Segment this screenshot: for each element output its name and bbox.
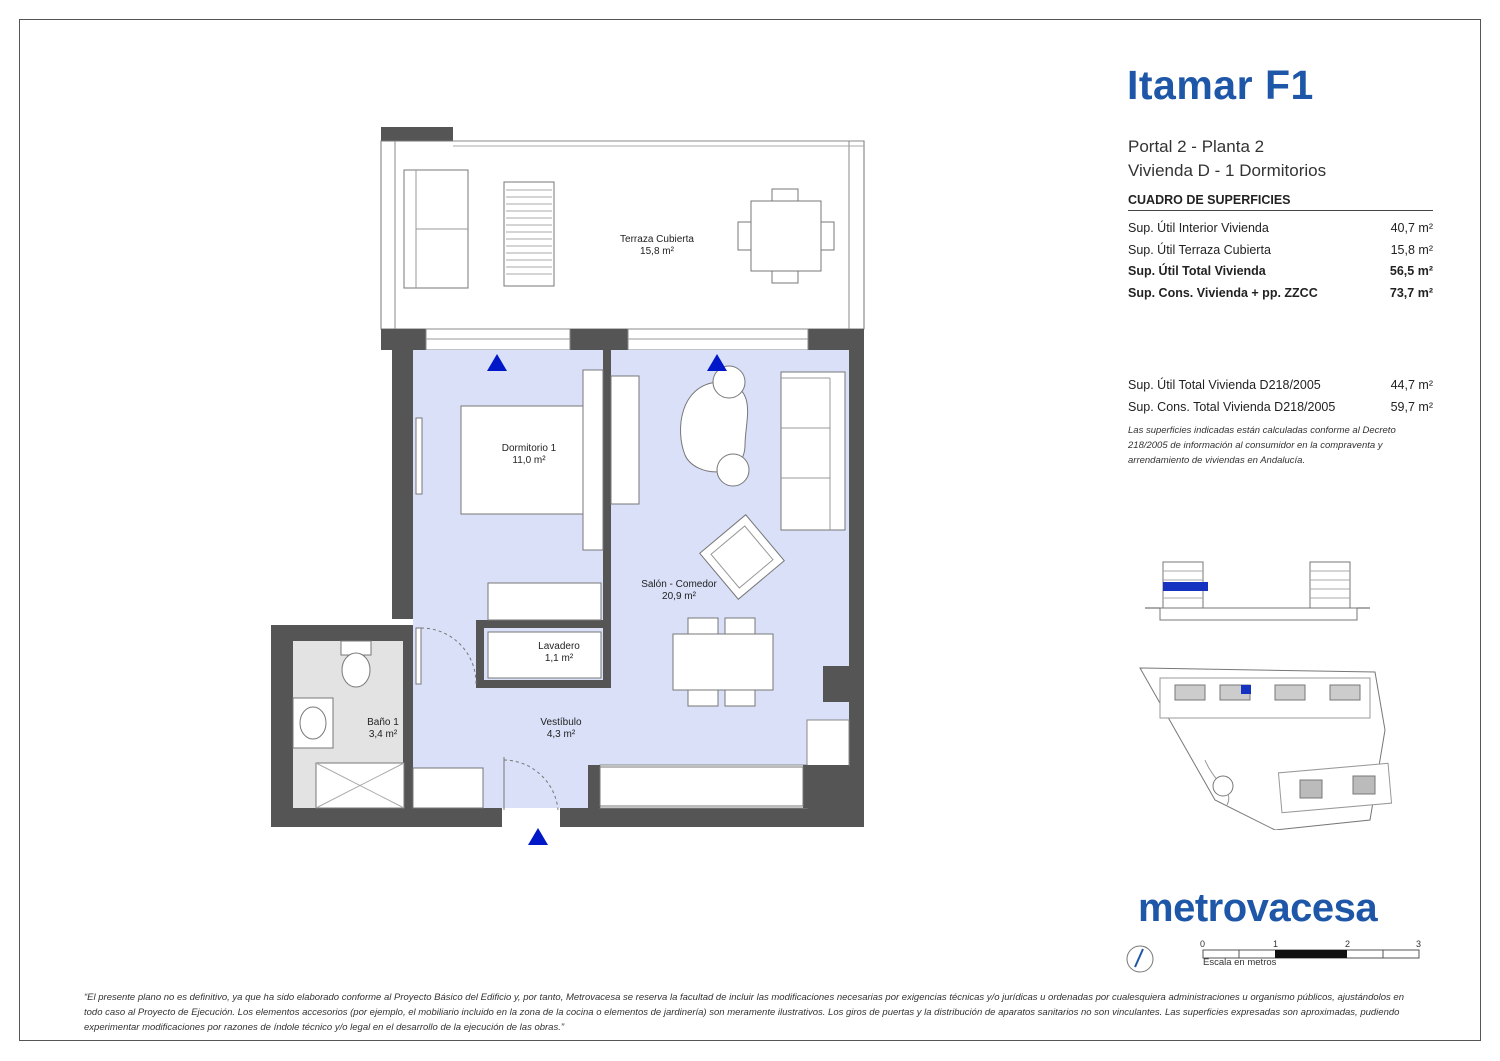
room-name-bathroom: Baño 1 [367,717,399,728]
surface-value: 56,5 m² [1389,264,1433,278]
portal-floor-line: Portal 2 - Planta 2 [1128,137,1265,156]
scale-label: Escala en metros [1203,957,1277,968]
decree-row [1128,400,1433,414]
room-name-living: Salón - Comedor [641,579,717,590]
surface-row [1128,243,1433,257]
project-title: Itamar F1 [1127,62,1314,108]
surface-label: Sup. Útil Total Vivienda [1128,264,1266,278]
entrance-marker [528,828,548,845]
decree-row [1128,378,1433,392]
north-arrow-icon [1124,943,1156,975]
surface-value: 40,7 m² [1390,221,1433,235]
room-area-hall: 4,3 m² [546,729,576,740]
brand-logo: metrovacesa [1138,886,1378,930]
room-area-bathroom: 3,4 m² [368,729,398,740]
surface-value: 15,8 m² [1390,243,1433,257]
surface-label: Sup. Útil Terraza Cubierta [1128,243,1271,257]
surface-label: Sup. Útil Interior Vivienda [1128,221,1269,235]
surface-value: 73,7 m² [1389,286,1433,300]
surface-row-built [1128,286,1433,300]
room-name-laundry: Lavadero [538,641,580,652]
decree-value: 59,7 m² [1390,400,1433,414]
surface-label: Sup. Cons. Vivienda + pp. ZZCC [1128,286,1318,300]
room-area-terrace: 15,8 m² [640,246,674,257]
surfaces-heading: CUADRO DE SUPERFICIES [1128,193,1291,207]
site-map-key [1135,660,1395,830]
decree-label: Sup. Útil Total Vivienda D218/2005 [1128,378,1321,392]
scale-tick: 1 [1273,939,1279,949]
decree-value: 44,7 m² [1390,378,1433,392]
legal-disclaimer: “El presente plano no es definitivo, ya que ha sido elaborado conforme al Proyecto Básico del Edificio y, por tanto, Metrovacesa se reserva la facultad de incluir las modificaciones necesarias por exigencias técnicas y/o jurídicas u ordenadas por cualesquiera administraciones u organismo públicos, ajustándolos en todo caso al Proyecto de Ejecución. Los elementos accesorios (por ejemplo, el mobiliario incluido en la zona de la cocina o elementos de jardinería) son meramente ilustrativos. Los giros de puertas y la distribución de aparatos sanitarios no son vinculantes. Las superficies expresadas son aproximadas, pudiendo experimentar modificaciones por razones de índole técnico y/o legal en el desarrollo de la ejecución de las obras.” [84,992,1404,1033]
decree-label: Sup. Cons. Total Vivienda D218/2005 [1128,400,1336,414]
unit-line: Vivienda D - 1 Dormitorios [1128,161,1327,180]
surfaces-divider [1128,210,1433,211]
room-area-living: 20,9 m² [662,591,696,602]
surface-row-total [1128,264,1433,278]
room-area-laundry: 1,1 m² [544,653,574,664]
surfaces-note: Las superficies indicadas están calculadas conforme al Decreto 218/2005 de información al consumidor en la compraventa y arrendamiento de viviendas en Andalucía. [1128,425,1396,466]
room-name-terrace: Terraza Cubierta [620,234,694,245]
room-area-bedroom: 11,0 m² [512,455,546,466]
scale-tick: 0 [1200,939,1206,949]
surface-row [1128,221,1433,235]
scale-tick: 2 [1345,939,1351,949]
elevation-key [1140,555,1380,625]
scale-tick: 3 [1416,939,1422,949]
room-name-hall: Vestíbulo [540,717,582,728]
room-name-bedroom: Dormitorio 1 [501,443,557,454]
terrace-area [381,127,864,329]
